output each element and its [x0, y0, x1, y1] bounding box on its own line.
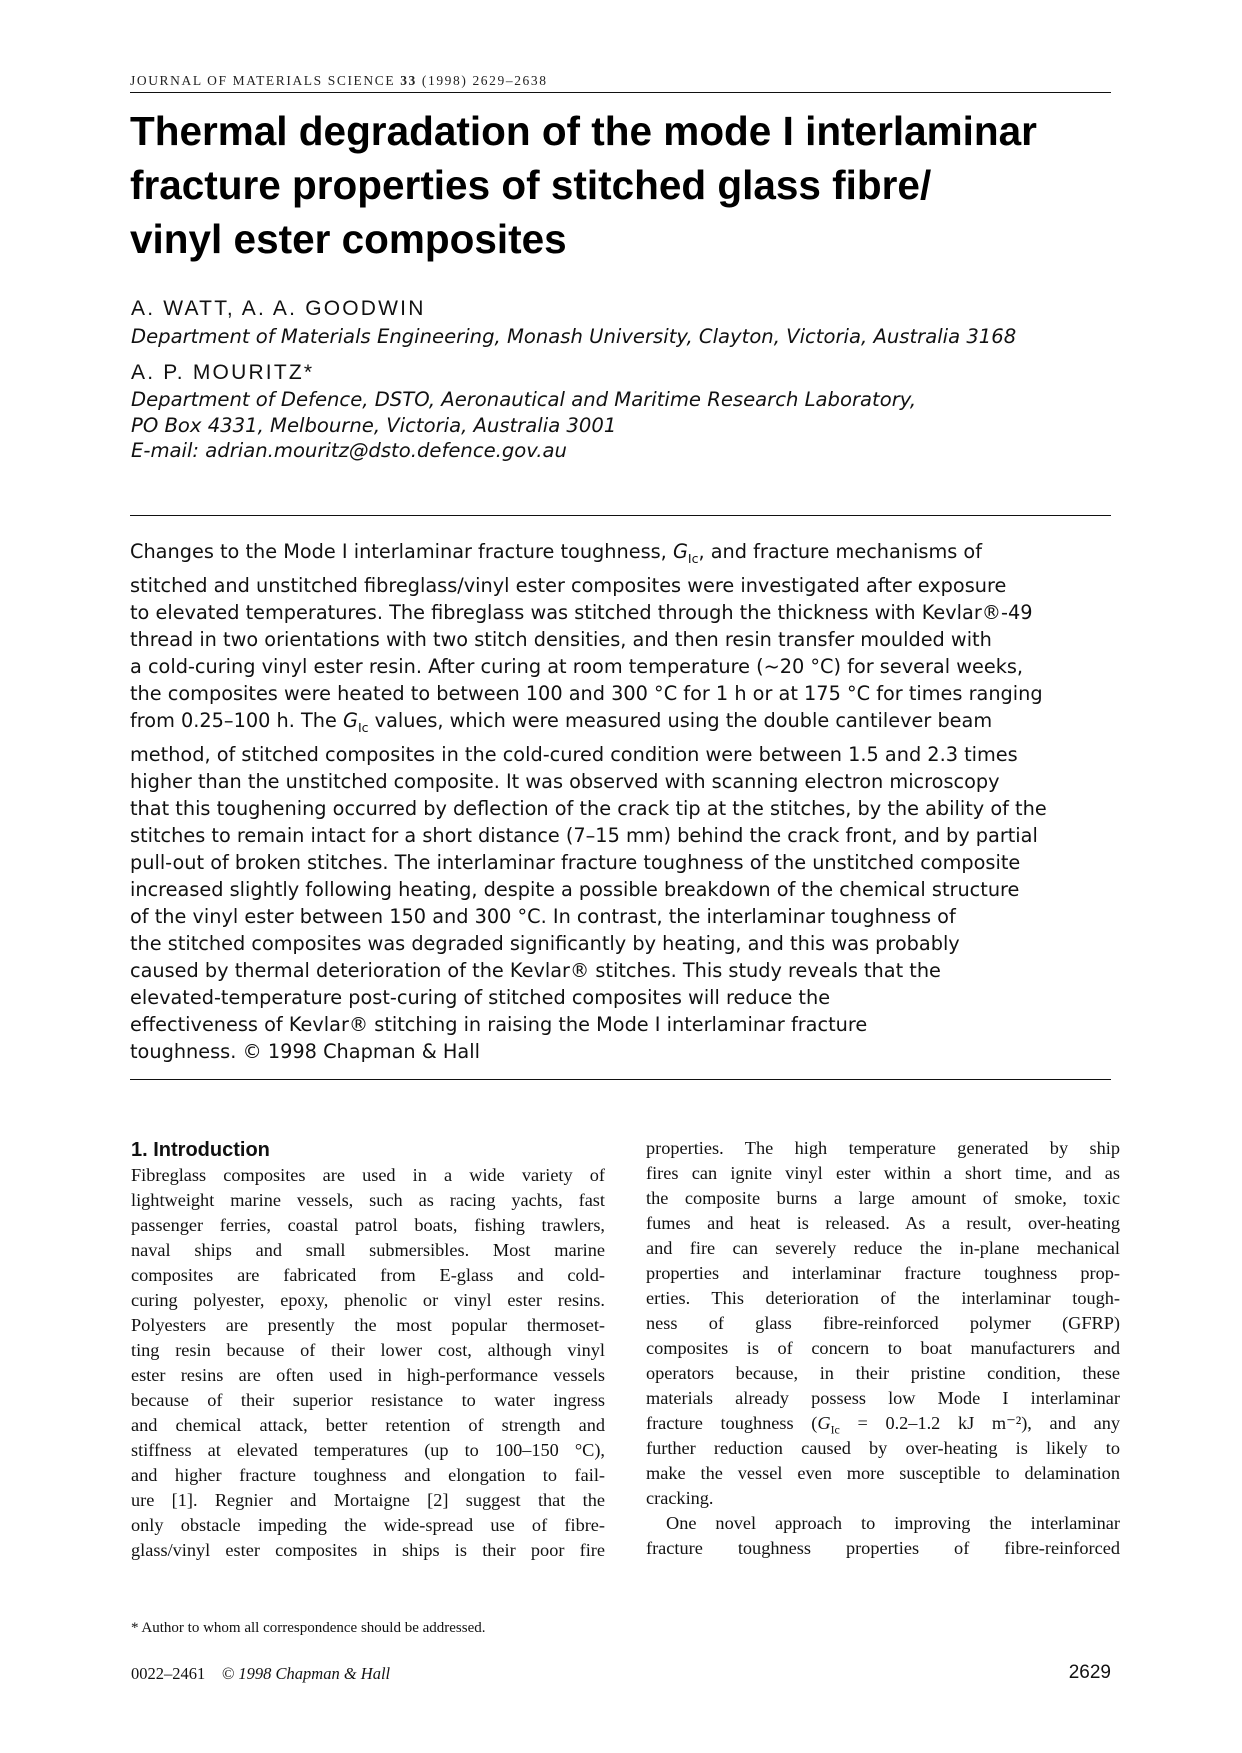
- abstract-top-rule: [130, 515, 1111, 516]
- abstract-line: from 0.25–100 h. The $G_{Ic}$ values, which were measured using the double cantilever beam: [130, 708, 993, 735]
- body-line: because of their superior resistance to water ingress: [131, 1390, 605, 1410]
- abstract-line: to elevated temperatures. The fibreglass was stitched through the thickness with Kevlar®-49: [130, 600, 1033, 624]
- abstract-line: increased slightly following heating, despite a possible breakdown of the chemical structure: [130, 877, 1020, 901]
- body-line: ness of glass fibre-reinforced polymer (GFRP): [646, 1313, 1120, 1333]
- body-line: the composite burns a large amount of smoke, toxic: [646, 1188, 1120, 1208]
- abstract-line: thread in two orientations with two stitch densities, and then resin transfer moulded with: [130, 627, 992, 651]
- abstract-line: method, of stitched composites in the cold-cured condition were between 1.5 and 2.3 times: [130, 742, 1018, 766]
- affiliation-line: Department of Defence, DSTO, Aeronautical and Maritime Research Laboratory,: [131, 388, 917, 411]
- body-line: fumes and heat is released. As a result, over-heating: [646, 1213, 1120, 1233]
- body-line: ting resin because of their lower cost, although vinyl: [131, 1340, 605, 1360]
- abstract-bottom-rule: [130, 1079, 1111, 1080]
- abstract-line: toughness. © 1998 Chapman & Hall: [130, 1039, 480, 1063]
- body-line: make the vessel even more susceptible to delamination: [646, 1463, 1120, 1483]
- body-line: One novel approach to improving the interlaminar: [666, 1513, 1120, 1533]
- body-line: cracking.: [646, 1488, 714, 1508]
- body-line: fires can ignite vinyl ester within a short time, and as: [646, 1163, 1120, 1183]
- abstract-line: a cold-curing vinyl ester resin. After curing at room temperature (~20 °C) for several weeks,: [130, 654, 1024, 678]
- author-group-1: A. WATT, A. A. GOODWIN: [131, 297, 426, 320]
- body-line: passenger ferries, coastal patrol boats, fishing trawlers,: [131, 1215, 605, 1235]
- title-line: Thermal degradation of the mode I interlaminar: [130, 108, 1037, 154]
- body-line: properties and interlaminar fracture toughness prop-: [646, 1263, 1120, 1283]
- abstract-line: of the vinyl ester between 150 and 300 °C. In contrast, the interlaminar toughness of: [130, 904, 956, 928]
- abstract-line: effectiveness of Kevlar® stitching in raising the Mode I interlaminar fracture: [130, 1012, 868, 1036]
- abstract-line: the stitched composites was degraded significantly by heating, and this was probably: [130, 931, 960, 955]
- body-line: and fire can severely reduce the in-plane mechanical: [646, 1238, 1120, 1258]
- body-line: ester resins are often used in high-performance vessels: [131, 1365, 605, 1385]
- body-line: Polyesters are presently the most popular thermoset-: [131, 1315, 605, 1335]
- title-line: vinyl ester composites: [130, 216, 567, 262]
- abstract-line: stitches to remain intact for a short distance (7–15 mm) behind the crack front, and by partial: [130, 823, 1038, 847]
- journal-year-pages: (1998) 2629–2638: [421, 73, 548, 88]
- abstract-line: stitched and unstitched fibreglass/vinyl ester composites were investigated after exposure: [130, 573, 1007, 597]
- abstract: [130, 538, 1120, 1065]
- journal-running-header: [130, 73, 548, 89]
- body-line: fracture toughness properties of fibre-reinforced: [646, 1538, 1120, 1558]
- affiliation-line: Department of Materials Engineering, Monash University, Clayton, Victoria, Australia 3168: [131, 325, 1017, 348]
- abstract-line: Changes to the Mode I interlaminar fracture toughness, $G_{Ic}$, and fracture mechanisms of: [130, 540, 982, 566]
- affiliation-1: [131, 324, 1131, 350]
- issn: 0022–2461: [131, 1664, 206, 1683]
- title-line: fracture properties of stitched glass fibre/: [130, 162, 932, 208]
- body-line: composites is of concern to boat manufacturers and: [646, 1338, 1120, 1358]
- body-line: and chemical attack, better retention of strength and: [131, 1415, 605, 1435]
- body-line: lightweight marine vessels, such as racing yachts, fast: [131, 1190, 605, 1210]
- abstract-line: higher than the unstitched composite. It was observed with scanning electron microscopy: [130, 769, 1000, 793]
- affiliation-email: E-mail: adrian.mouritz@dsto.defence.gov.au: [131, 439, 567, 462]
- body-line: Fibreglass composites are used in a wide variety of: [131, 1165, 605, 1185]
- body-line: properties. The high temperature generated by ship: [646, 1138, 1120, 1158]
- affiliation-line: PO Box 4331, Melbourne, Victoria, Australia 3001: [131, 413, 617, 437]
- abstract-line: the composites were heated to between 100 and 300 °C for 1 h or at 175 °C for times ranging: [130, 681, 1043, 705]
- body-line: glass/vinyl ester composites in ships is their poor fire: [131, 1540, 605, 1560]
- body-line: and higher fracture toughness and elongation to fail-: [131, 1465, 605, 1485]
- footer-issn: [131, 1664, 390, 1684]
- body-line: naval ships and small submersibles. Most marine: [131, 1240, 605, 1260]
- abstract-line: elevated-temperature post-curing of stitched composites will reduce the: [130, 985, 831, 1009]
- body-line: fracture toughness ($G_{Ic} = 0.2-1.2$ kJ m⁻²), and any: [646, 1413, 1120, 1436]
- page-number: 2629: [1068, 1662, 1111, 1683]
- abstract-line: caused by thermal deterioration of the Kevlar® stitches. This study reveals that the: [130, 958, 941, 982]
- body-column-left: [131, 1136, 605, 1563]
- body-line: only obstacle impeding the wide-spread use of fibre-: [131, 1515, 605, 1535]
- body-line: curing polyester, epoxy, phenolic or vinyl ester resins.: [131, 1290, 605, 1310]
- body-line: ure [1]. Regnier and Mortaigne [2] suggest that the: [131, 1490, 605, 1510]
- body-line: materials already possess low Mode I interlaminar: [646, 1388, 1120, 1408]
- body-line: stiffness at elevated temperatures (up to 100–150 °C),: [131, 1440, 605, 1460]
- body-line: composites are fabricated from E-glass and cold-: [131, 1265, 605, 1285]
- abstract-line: pull-out of broken stitches. The interlaminar fracture toughness of the unstitched composite: [130, 850, 1021, 874]
- footer-copyright: © 1998 Chapman & Hall: [221, 1664, 391, 1683]
- body-column-right: [646, 1136, 1120, 1561]
- body-line: further reduction caused by over-heating is likely to: [646, 1438, 1120, 1458]
- author-group-2: A. P. MOURITZ*: [131, 361, 315, 384]
- header-rule: [130, 92, 1111, 93]
- abstract-line: that this toughening occurred by deflection of the crack tip at the stitches, by the ability of the: [130, 796, 1047, 820]
- paper-title: [130, 104, 1120, 266]
- body-line: erties. This deterioration of the interlaminar tough-: [646, 1288, 1120, 1308]
- section-heading: 1. Introduction: [131, 1139, 270, 1161]
- body-line: operators because, in their pristine condition, these: [646, 1363, 1120, 1383]
- journal-volume: 33: [400, 73, 417, 88]
- footnote: * Author to whom all correspondence should be addressed.: [131, 1620, 486, 1636]
- journal-name: JOURNAL OF MATERIALS SCIENCE: [130, 73, 396, 88]
- affiliation-2: [131, 387, 1131, 464]
